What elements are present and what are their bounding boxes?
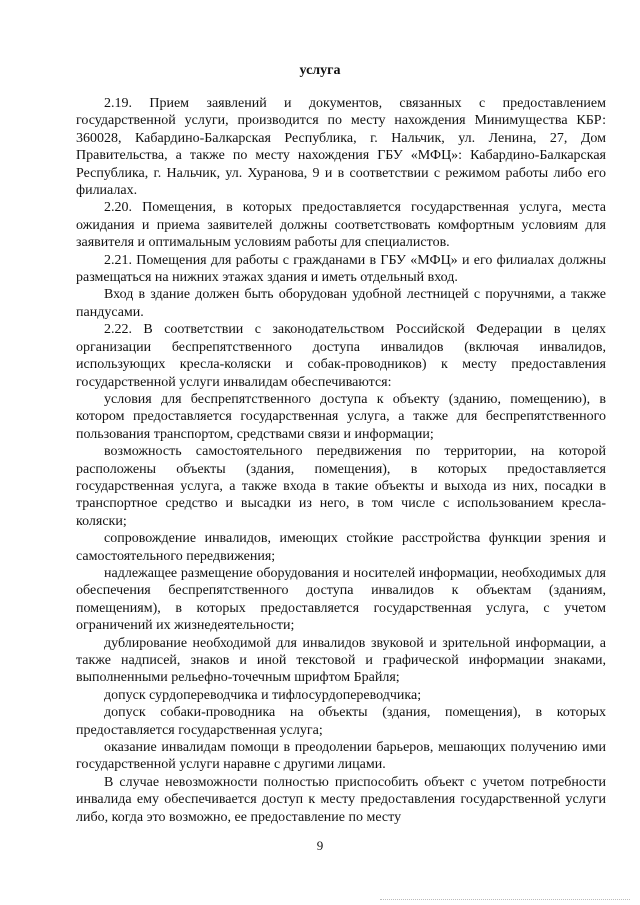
section-heading: услуга xyxy=(299,63,341,78)
paragraph-impossibility: В случае невозможности полностью приспособить объект с учетом потребности инвалида ему обеспечивается доступ к месту предоставления государственной услуги либо, когда это возможно, ее предоставление по месту xyxy=(76,774,606,825)
list-item-movement: возможность самостоятельного передвижения по территории, на которой расположены объекты (здания, помещения), в которых предоставляется государственная услуга, а также входа в такие объекты и выхода из них, посадки в транспортное средство и высадки из него, в том числе с использованием кресла-коляски; xyxy=(76,444,606,529)
list-item-access-conditions: условия для беспрепятственного доступа к объекту (зданию, помещению), в котором предоставляется государственная услуга, а также для беспрепятственного пользования транспортом, средствами связи и информации; xyxy=(76,391,606,442)
paragraph-entrance: Вход в здание должен быть оборудован удобной лестницей с поручнями, а также пандусами. xyxy=(76,287,606,320)
list-item-sign-interpreter: допуск сурдопереводчика и тифлосурдопереводчика; xyxy=(104,687,422,703)
list-item-duplication: дублирование необходимой для инвалидов звуковой и зрительной информации, а также надписей, знаков и иной текстовой и графической информации знаками, выполненными рельефно-точечным шрифтом Брайля; xyxy=(76,635,606,686)
paragraph-2-21: 2.21. Помещения для работы с гражданами в ГБУ «МФЦ» и его филиалах должны размещаться на нижних этажах здания и иметь отдельный вход. xyxy=(76,252,606,286)
list-item-guide-dog: допуск собаки-проводника на объекты (здания, помещения), в которых предоставляется государственная услуга; xyxy=(76,705,606,738)
list-item-equipment: надлежащее размещение оборудования и носителей информации, необходимых для обеспечения беспрепятственного доступа инвалидов к объектам (зданиям, помещениям), в которых предоставляется государственная услуга, с учетом ограничений их жизнедеятельности; xyxy=(76,565,606,634)
paragraph-2-20: 2.20. Помещения, в которых предоставляется государственная услуга, места ожидания и приема заявителей должны соответствовать комфортным условиям для заявителя и оптимальным условиям работы для специалистов. xyxy=(76,200,606,251)
page-number: 9 xyxy=(316,838,324,853)
document-body xyxy=(76,95,606,826)
paragraph-2-19: 2.19. Прием заявлений и документов, связанных с предоставлением государственной услуги, производится по месту нахождения Минимущества КБР: 360028, Кабардино-Балкарская Республика, г. Нальчик, ул. Ленина, 27, Дом Правительства, а также по месту нахождения ГБУ «МФЦ»: Кабардино-Балкарская Республика, г. Нальчик, ул. Хуранова, 9 и в соответствии с режимом работы либо его филиалах. xyxy=(76,96,606,199)
list-item-escort: сопровождение инвалидов, имеющих стойкие расстройства функции зрения и самостоятельного передвижения; xyxy=(76,531,606,564)
list-item-assistance: оказание инвалидам помощи в преодолении барьеров, мешающих получению ими государственной услуги наравне с другими лицами. xyxy=(76,740,606,773)
footer-divider xyxy=(380,899,630,900)
paragraph-2-22: 2.22. В соответствии с законодательством Российской Федерации в целях организации беспрепятственного доступа инвалидов (включая инвалидов, использующих кресла-коляски и собак-проводников) к месту предоставления государственной услуги инвалидам обеспечиваются: xyxy=(76,322,606,390)
